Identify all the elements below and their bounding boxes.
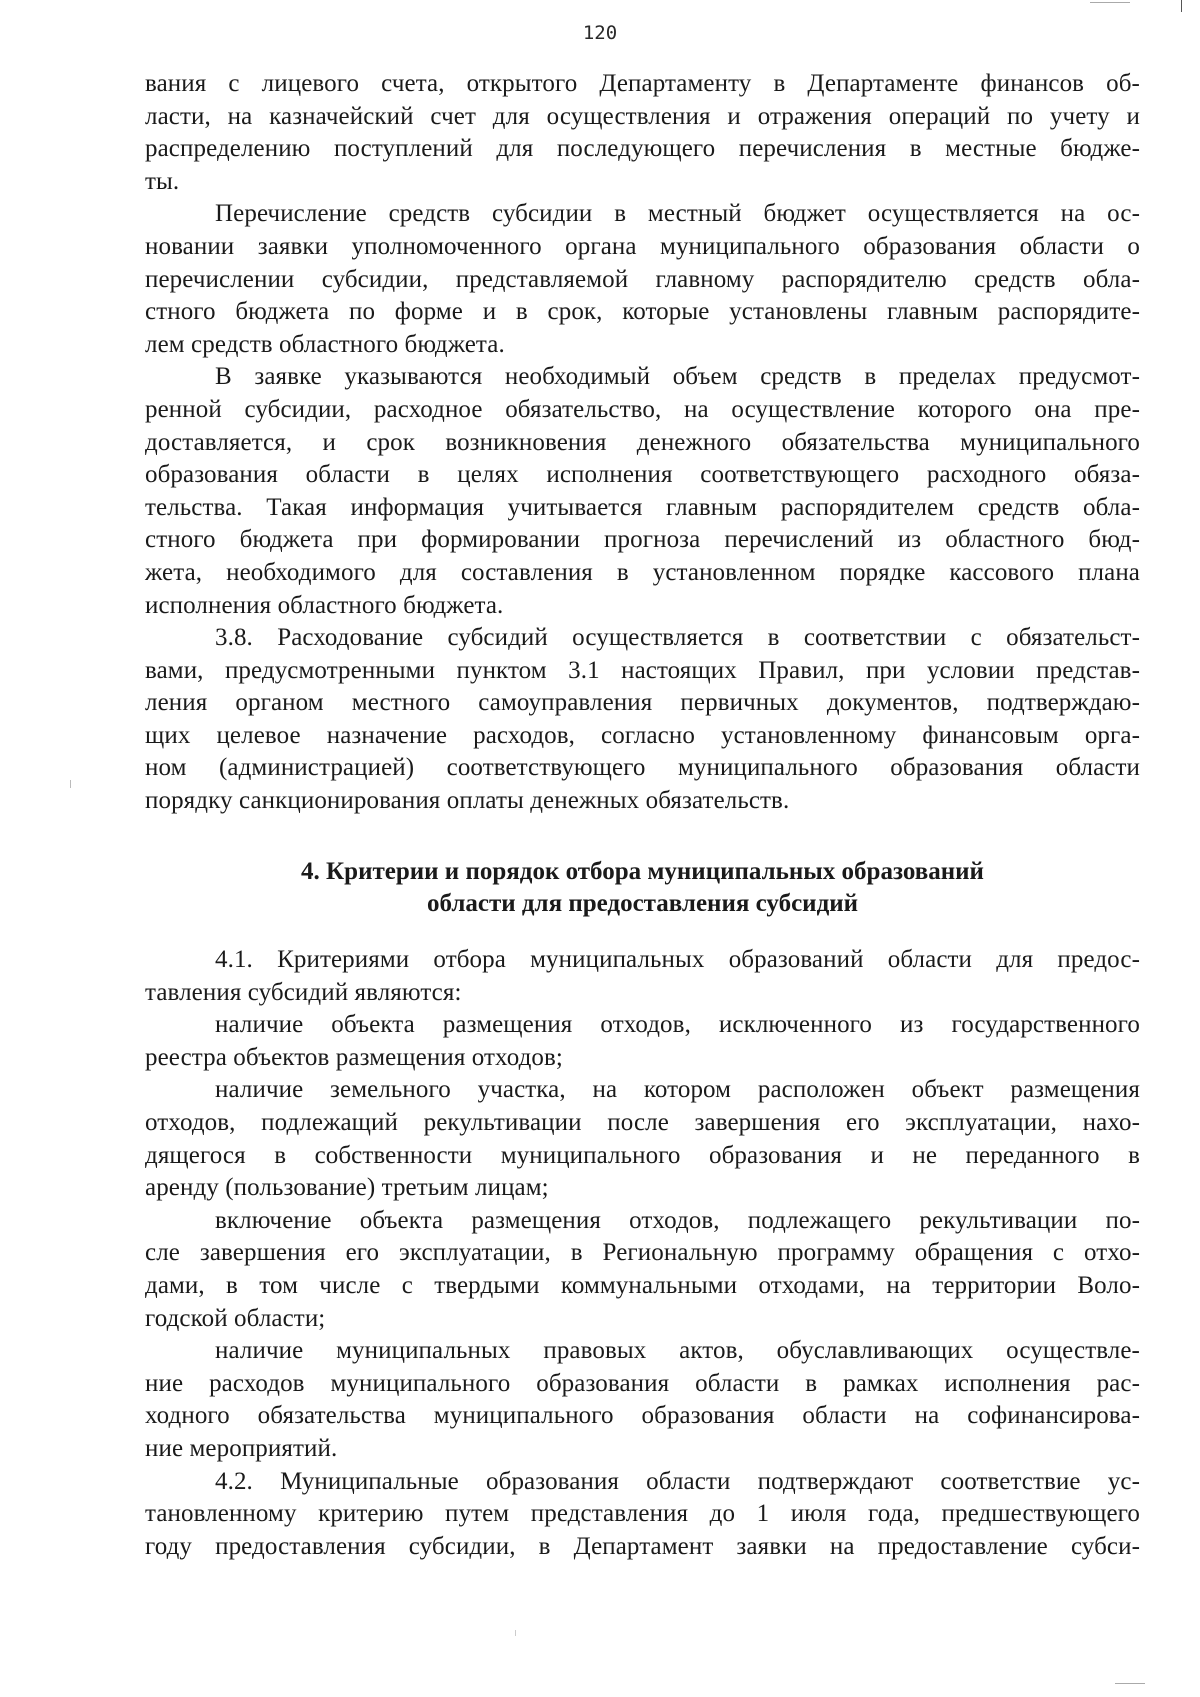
text-line: образования области в целях исполнения соответствующего расходного обяза- [145,461,1140,489]
paragraph [145,1466,1140,1564]
text-line: наличие муниципальных правовых актов, обуславливающих осуществле- [215,1337,1140,1365]
text-line: ходного обязательства муниципального образования области на софинансирова- [145,1402,1140,1430]
text-line: стного бюджета по форме и в срок, которые установлены главным распорядите- [145,298,1140,326]
text-line: отходов, подлежащий рекультивации после завершения его эксплуатации, нахо- [145,1108,1140,1136]
text-line: лем средств областного бюджета. [145,330,505,358]
text-line: ном (администрацией) соответствующего муниципального образования области [145,754,1140,782]
paragraph [145,622,1140,818]
paragraph [145,1205,1140,1335]
text-line: дами, в том числе с твердыми коммунальными отходами, на территории Воло- [145,1271,1140,1299]
body-text-top [145,68,1140,818]
text-line: жета, необходимого для составления в установленном порядке кассового плана [145,558,1140,586]
section-heading [145,856,1140,920]
text-line: ления органом местного самоуправления первичных документов, подтверждаю- [145,689,1140,717]
text-line: аренду (пользование) третьим лицам; [145,1174,549,1202]
scan-artifact [1115,1683,1145,1684]
text-line: наличие земельного участка, на котором расположен объект размещения [215,1076,1140,1104]
text-line: ласти, на казначейский счет для осуществления и отражения операций по учету и [145,102,1140,130]
paragraph [145,198,1140,361]
text-line: тельства. Такая информация учитывается главным распорядителем средств обла- [145,493,1140,521]
section-heading-line: 4. Критерии и порядок отбора муниципальных образований [301,858,984,885]
text-line: тавления субсидий являются: [145,978,462,1006]
text-line: щих целевое назначение расходов, согласно установленному финансовым орга- [145,721,1140,749]
text-line: ты. [145,167,180,195]
text-line: году предоставления субсидии, в Департамент заявки на предоставление субси- [145,1532,1140,1560]
text-line: вами, предусмотренными пунктом 3.1 настоящих Правил, при условии представ- [145,656,1140,684]
text-line: включение объекта размещения отходов, подлежащего рекультивации по- [215,1206,1140,1234]
text-line: распределению поступлений для последующего перечисления в местные бюдже- [145,135,1140,163]
text-line: ренной субсидии, расходное обязательство, на осуществление которого она пре- [145,395,1140,423]
text-line: ние расходов муниципального образования области в рамках исполнения рас- [145,1369,1140,1397]
scan-artifact [1090,2,1130,3]
text-line: Перечисление средств субсидии в местный бюджет осуществляется на ос- [215,200,1140,228]
text-line: исполнения областного бюджета. [145,591,504,619]
text-line: сле завершения его эксплуатации, в Региональную программу обращения с отхо- [145,1239,1140,1267]
text-line: стного бюджета при формировании прогноза перечислений из областного бюд- [145,526,1140,554]
text-line: 4.1. Критериями отбора муниципальных образований области для предос- [215,946,1140,973]
text-line: 4.2. Муниципальные образования области подтверждают соответствие ус- [215,1467,1140,1495]
paragraph [145,68,1140,198]
paragraph [145,361,1140,622]
paragraph [145,944,1140,1009]
scan-artifact [515,1630,516,1636]
scan-artifact [1181,0,1182,12]
text-line: наличие объекта размещения отходов, исключенного из государственного [215,1011,1140,1039]
text-line: порядку санкционирования оплаты денежных обязательств. [145,787,790,815]
text-line: ние мероприятий. [145,1434,338,1462]
text-line: 3.8. Расходование субсидий осуществляется в соответствии с обязательст- [215,624,1140,652]
body-text-section4 [145,944,1140,1563]
paragraph [145,1335,1140,1465]
scan-artifact [70,780,71,788]
text-line: перечислении субсидии, представляемой главному распорядителю средств обла- [145,265,1140,293]
text-line: доставляется, и срок возникновения денежного обязательства муниципального [145,428,1140,456]
text-line: тановленному критерию путем представления до 1 июля года, предшествующего [145,1500,1140,1528]
text-line: дящегося в собственности муниципального образования и не переданного в [145,1141,1140,1169]
text-line: годской области; [145,1304,326,1332]
paragraph [145,1074,1140,1204]
paragraph [145,1009,1140,1074]
text-line: В заявке указываются необходимый объем средств в пределах предусмот- [215,363,1140,391]
page-number: 120 [582,22,618,44]
text-line: реестра объектов размещения отходов; [145,1043,563,1071]
text-line: новании заявки уполномоченного органа муниципального образования области о [145,232,1140,260]
text-line: вания с лицевого счета, открытого Департаменту в Департаменте финансов об- [145,70,1140,97]
section-heading-line: области для предоставления субсидий [426,890,859,917]
